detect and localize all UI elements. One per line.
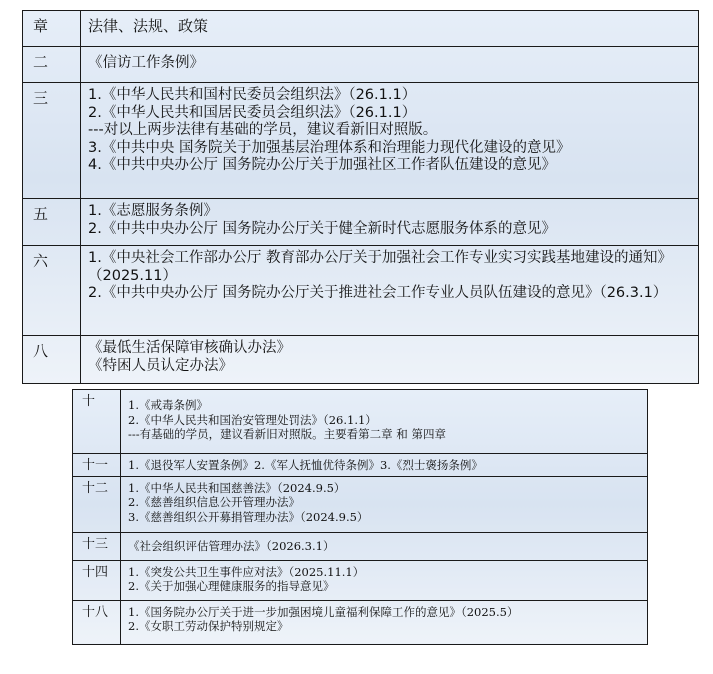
header-chapter: 章	[23, 11, 81, 47]
law-table-secondary	[72, 389, 648, 645]
law-line: 1.《中华人民共和国慈善法》（2024.9.5）	[128, 480, 346, 495]
chapter-cell: 十四	[73, 560, 121, 600]
table-row	[23, 47, 699, 83]
law-line: 3.《慈善组织公开募捐管理办法》（2024.9.5）	[128, 509, 369, 524]
law-line: 2.《中共中央办公厅 国务院办公厅关于推进社会工作专业人员队伍建设的意见》（26.3.1）	[88, 285, 668, 301]
table-row	[73, 390, 648, 454]
table-header-row	[23, 11, 699, 47]
chapter-cell: 十八	[73, 600, 121, 644]
law-line: 《社会组织评估管理办法》（2026.3.1）	[128, 538, 335, 553]
table-row	[23, 83, 699, 199]
law-line: 1.《戒毒条例》	[128, 398, 208, 412]
table-row	[23, 199, 699, 246]
law-line: 2.《慈善组织信息公开管理办法》	[128, 495, 300, 509]
table-row	[73, 532, 648, 560]
law-line: 1.《志愿服务条例》	[88, 203, 218, 219]
chapter-cell: 三	[23, 83, 81, 199]
chapter-cell: 六	[23, 246, 81, 336]
chapter-cell: 五	[23, 199, 81, 246]
chapter-cell: 八	[23, 336, 81, 384]
law-line: 2.《女职工劳动保护特别规定》	[128, 619, 289, 633]
law-line: 《信访工作条例》	[88, 55, 204, 71]
law-cell	[81, 199, 699, 246]
law-line: 《特困人员认定办法》	[88, 357, 233, 374]
law-line: 1.《国务院办公厅关于进一步加强困境儿童福利保障工作的意见》（2025.5）	[128, 604, 519, 619]
table-row	[73, 476, 648, 532]
law-line: ---有基础的学员，建议看新旧对照版。主要看第二章 和 第四章	[128, 427, 446, 441]
law-line: 2.《中共中央办公厅 国务院办公厅关于健全新时代志愿服务体系的意见》	[88, 220, 556, 237]
table-row	[73, 560, 648, 600]
law-cell	[81, 336, 699, 384]
law-line: 1.《中央社会工作部办公厅 教育部办公厅关于加强社会工作专业实习实践基地建设的通知》（2025.11）	[88, 250, 672, 284]
chapter-cell: 十三	[73, 532, 121, 560]
table-row	[73, 600, 648, 644]
law-line: 2.《关于加强心理健康服务的指导意见》	[128, 579, 335, 593]
table-row	[23, 246, 699, 336]
law-line: 2.《中华人民共和国居民委员会组织法》（26.1.1）	[88, 104, 417, 121]
law-line: 1.《退役军人安置条例》2.《军人抚恤优待条例》3.《烈士褒扬条例》	[128, 458, 483, 472]
header-law	[81, 11, 699, 47]
law-line: 4.《中共中央办公厅 国务院办公厅关于加强社区工作者队伍建设的意见》	[88, 157, 556, 173]
chapter-cell: 十二	[73, 476, 121, 532]
law-line: 《最低生活保障审核确认办法》	[88, 340, 291, 356]
law-cell	[121, 476, 648, 532]
table-row	[73, 454, 648, 477]
table-row	[23, 336, 699, 384]
law-line: 1.《突发公共卫生事件应对法》（2025.11.1）	[128, 564, 365, 579]
law-cell	[81, 246, 699, 336]
law-cell	[121, 560, 648, 600]
chapter-cell: 十	[73, 390, 121, 454]
header-law-label: 法律、法规、政策	[88, 17, 209, 35]
law-cell	[121, 454, 648, 477]
law-line: 2.《中华人民共和国治安管理处罚法》（26.1.1）	[128, 412, 377, 427]
law-line: 3.《中共中央 国务院关于加强基层治理体系和治理能力现代化建设的意见》	[88, 139, 571, 156]
chapter-cell: 十一	[73, 454, 121, 477]
law-cell	[121, 600, 648, 644]
law-cell	[121, 390, 648, 454]
chapter-cell: 二	[23, 47, 81, 83]
law-line: ---对以上两步法律有基础的学员，建议看新旧对照版。	[88, 122, 438, 138]
law-cell	[121, 532, 648, 560]
law-table-main	[22, 10, 699, 384]
law-cell	[81, 83, 699, 199]
law-cell	[81, 47, 699, 83]
law-line: 1.《中华人民共和国村民委员会组织法》（26.1.1）	[88, 87, 417, 103]
